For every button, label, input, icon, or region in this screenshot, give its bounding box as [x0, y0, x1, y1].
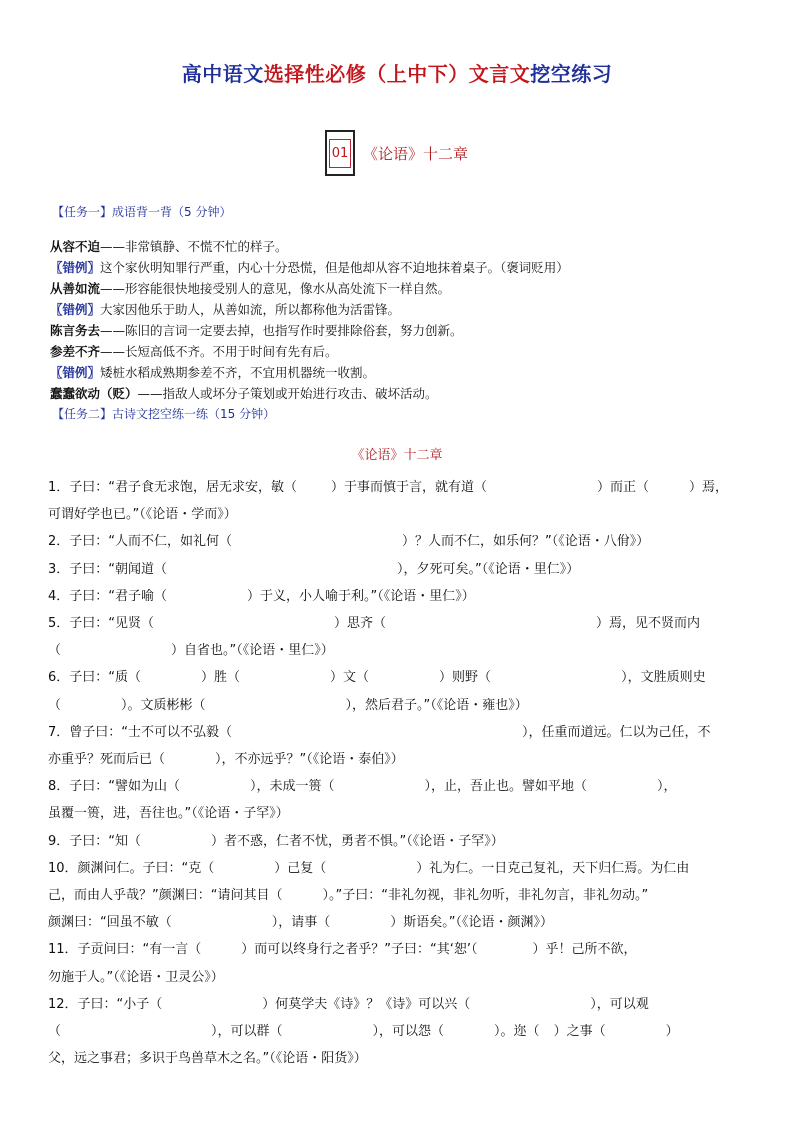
- idiom-entry: 陈言务去——陈旧的言词一定要去掉，也指写作时要排除俗套，努力创新。: [50, 323, 463, 338]
- question-8-line-2: 虽覆一篑，进，吾往也。”（《论语・子罕》）: [48, 806, 289, 822]
- question-8-line-1: 8．子曰：“譬如为山（ ），未成一篑（ ），止，吾止也。譬如平地（ ），: [48, 779, 677, 795]
- question-6-line-2: （ ）。文质彬彬（ ），然后君子。”（《论语・雍也》）: [48, 697, 528, 713]
- section-number-box: [325, 130, 355, 176]
- question-3: 3．子曰：“朝闻道（ ），夕死可矣。”（《论语・里仁》）: [48, 561, 580, 577]
- question-10-line-1: 10．颜渊问仁。子曰：“克（ ）己复（ ）礼为仁。一日克己复礼，天下归仁焉。为仁由: [48, 860, 690, 876]
- question-7-line-2: 亦重乎？死而后已（ ），不亦远乎？”（《论语・泰伯》）: [48, 752, 404, 768]
- exercise-subtitle: 《论语》十二章: [351, 448, 443, 463]
- question-12-line-1: 12．子曰：“小子（ ）何莫学夫《诗》？《诗》可以兴（ ），可以观: [48, 996, 649, 1012]
- question-9: 9．子曰：“知（ ）者不惑，仁者不忧，勇者不惧。”（《论语・子罕》）: [48, 833, 504, 849]
- exercise-list: [48, 474, 748, 1072]
- question-1-line-2: 可谓好学也已。”（《论语・学而》）: [48, 507, 237, 523]
- idiom-entry: 从善如流——形容能很快地接受别人的意见，像水从高处流下一样自然。: [50, 281, 451, 296]
- section-heading: [325, 130, 468, 176]
- question-10-line-2: 己，而由人乎哉？”颜渊曰：“请问其目（ ）。”子曰：“非礼勿视，非礼勿听，非礼勿言，非礼勿动。”: [48, 888, 649, 904]
- section-number: 01: [329, 139, 352, 168]
- section-title: 《论语》十二章: [363, 144, 469, 163]
- question-7-line-1: 7．曾子曰：“士不可以不弘毅（ ），任重而道远。仁以为己任，不: [48, 724, 711, 740]
- question-12-line-3: 父，远之事君；多识于鸟兽草木之名。”（《论语・阳货》）: [48, 1051, 367, 1067]
- idiom-entry: 蠢蠢欲动（贬）——指敌人或坏分子策划或开始进行攻击、破坏活动。: [50, 386, 438, 401]
- question-10-line-3: 颜渊曰：“回虽不敏（ ），请事（ ）斯语矣。”（《论语・颜渊》）: [48, 915, 554, 931]
- question-1-line-1: 1．子曰：“君子食无求饱，居无求安，敏（ ）于事而慎于言，就有道（ ）而正（ ）焉，: [48, 480, 729, 495]
- idiom-error-example: 〖错例〗这个家伙明知罪行严重，内心十分恐慌，但是他却从容不迫地抹着桌子。（褒词贬用）: [50, 260, 569, 275]
- task-two-heading: 【任务二】古诗文挖空练一练（15 分钟）: [52, 407, 276, 421]
- task-one-heading: 【任务一】成语背一背（5 分钟）: [52, 205, 232, 219]
- question-12-line-2: （ ），可以群（ ），可以怨（ ）。迩（ ）之事（ ）: [48, 1024, 679, 1040]
- question-11-line-1: 11．子贡问曰：“有一言（ ）而可以终身行之者乎？”子曰：“其‘恕’（ ）乎！己所不欲，: [48, 942, 637, 958]
- page-title: 高中语文选择性必修（上中下）文言文挖空练习: [181, 62, 613, 86]
- idiom-entry: 参差不齐——长短高低不齐。不用于时间有先有后。: [50, 344, 338, 359]
- question-2: 2．子曰：“人而不仁，如礼何（ ）？人而不仁，如乐何？”（《论语・八佾》）: [48, 534, 650, 550]
- question-11-line-2: 勿施于人。”（《论语・卫灵公》）: [48, 969, 224, 985]
- idiom-error-example: 〖错例〗大家因他乐于助人，从善如流，所以都称他为活雷锋。: [50, 302, 401, 317]
- idiom-error-example: 〖错例〗矮桩水稻成熟期参差不齐，不宜用机器统一收割。: [50, 365, 376, 380]
- idiom-entry: 从容不迫——非常镇静、不慌不忙的样子。: [50, 239, 288, 254]
- question-5-line-2: （ ）自省也。”（《论语・里仁》）: [48, 643, 334, 659]
- question-6-line-1: 6．子曰：“质（ ）胜（ ）文（ ）则野（ ），文胜质则史: [48, 670, 706, 686]
- idiom-list: [50, 236, 750, 404]
- question-5-line-1: 5．子曰：“见贤（ ）思齐（ ）焉，见不贤而内: [48, 616, 701, 632]
- question-4: 4．子曰：“君子喻（ ）于义，小人喻于利。”（《论语・里仁》）: [48, 588, 475, 604]
